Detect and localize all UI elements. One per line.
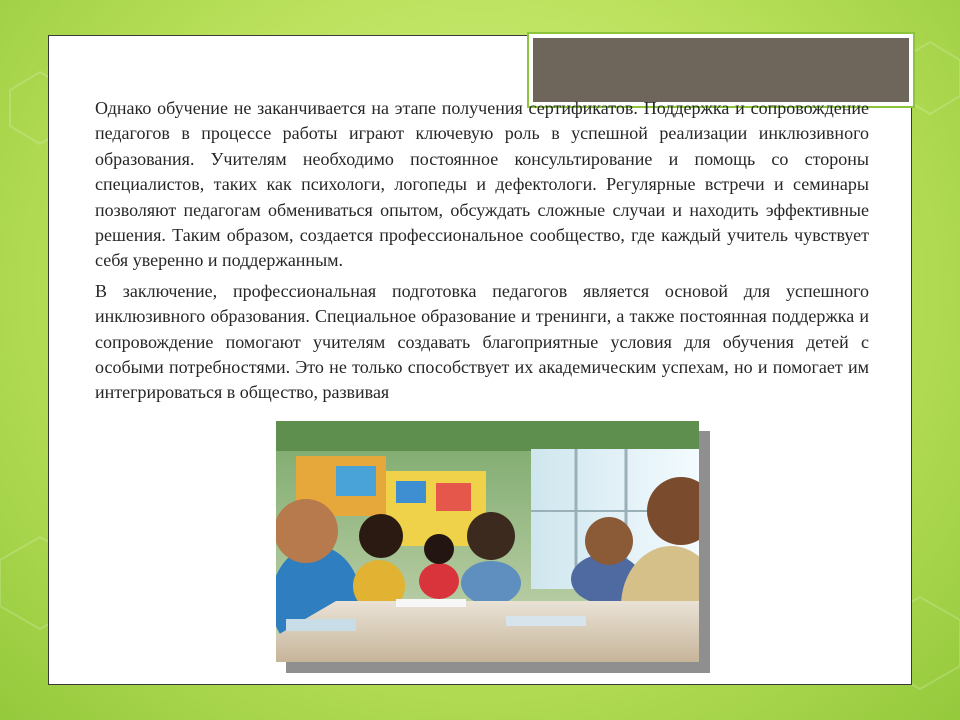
paragraph-1: Однако обучение не заканчивается на этапе получения сертификатов. Поддержка и сопровождение педагогов в процессе работы играют ключевую роль в успешной реализации инклюзивного образования. Учителям необходимо постоянное консультирование и помощь со стороны специалистов, таких как психологи, логопеды и дефектологи. Регулярные встречи и семинары позволяют педагогам обмениваться опытом, обсуждать сложные случаи и находить эффективные решения. Таким образом, создается профессиональное сообщество, где каждый учитель чувствует себя уверенно и поддержанным.: [95, 98, 869, 271]
title-bar: [533, 38, 909, 102]
slide-body-text: [95, 96, 869, 411]
paragraph-2: В заключение, профессиональная подготовка педагогов является основой для успешного инклюзивного образования. Специальное образование и тренинги, а также постоянная поддержка и сопровождение помогают учителям создавать благоприятные условия для обучения детей с особыми потребностями. Это не только способствует их академическим успехам, но и помогает им интегрироваться в общество, развивая: [95, 280, 869, 403]
classroom-photo: [276, 421, 699, 662]
